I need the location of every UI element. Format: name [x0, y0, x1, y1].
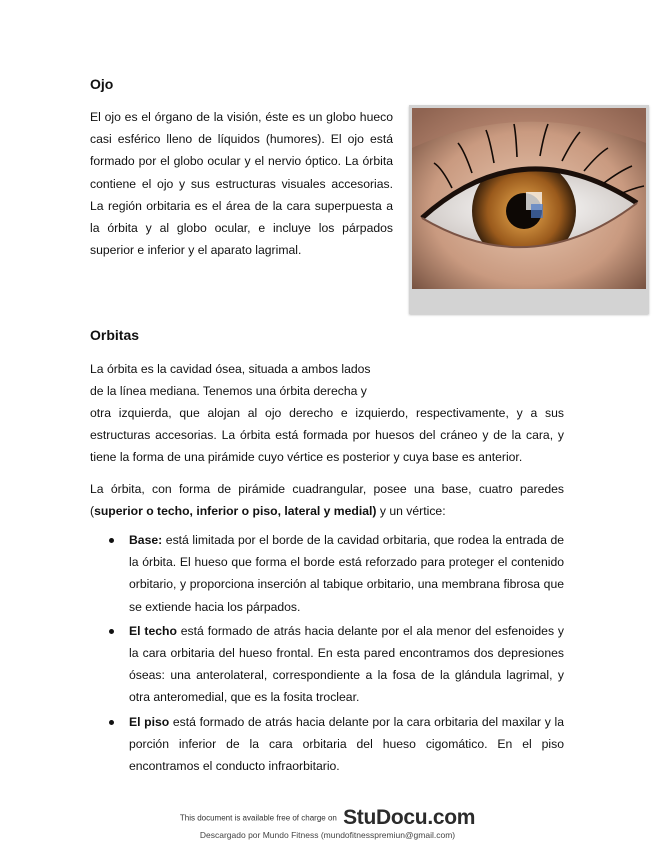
- bullet-term: Base:: [129, 533, 163, 547]
- bullet-term: El techo: [129, 623, 177, 638]
- eye-paragraph: El ojo es el órgano de la visión, éste es un globo hueco casi esférico lleno de líquidos (humores). El ojo está formado por el globo ocular y el nervio óptico. La órbita contiene el ojo y sus estructuras visuales accesorias. La región orbitaria es el área de la cara superpuesta a la órbita y al globo ocular, e incluye los párpados superior e inferior y el aparato lagrimal.: [90, 110, 393, 258]
- studocu-logo[interactable]: [343, 806, 475, 829]
- list-item-floor: [90, 711, 564, 778]
- eye-photo: [412, 108, 646, 289]
- bullet-icon: [109, 629, 114, 634]
- bullet-icon: [109, 538, 114, 543]
- brand-domain: .com: [427, 806, 476, 829]
- orbit-intro-paragraph: otra izquierda, que alojan al ojo derecho e izquierdo, respectivamente, y a sus estructuras accesorias. La órbita está formada por huesos del cráneo y de la cara, y tiene la forma de una pirámide cuyo vértice es posterior y cuya base es anterior.: [90, 406, 564, 465]
- orbit-shape-paragraph: [90, 478, 564, 522]
- orbit-shape-text-start: La órbita, con forma de pirámide cuadrangular, posee una base, cuatro paredes (: [90, 482, 564, 519]
- list-item-base: [90, 529, 564, 618]
- bullet-text: está formado de atrás hacia delante por el ala menor del esfenoides y la cara orbitaria del hueso frontal. En esta pared encontramos dos depresiones óseas: una anterolateral, correspondiente a la fosa de la glándula lagrimal, y otra anteromedial, que es la fosita troclear.: [129, 623, 564, 705]
- bullet-icon: [109, 720, 114, 725]
- section-title-eye: Ojo: [90, 76, 114, 92]
- bullet-term: El piso: [129, 714, 170, 729]
- list-item-roof: [90, 620, 564, 709]
- brand-name: StuDocu: [343, 806, 428, 829]
- eye-photo-frame: [409, 105, 649, 314]
- orbit-intro-line-1: La órbita es la cavidad ósea, situada a ambos lados: [90, 362, 371, 376]
- bullet-text: está limitada por el borde de la cavidad orbitaria, que rodea la entrada de la órbita. El hueso que forma el borde está reforzado para proteger el contenido orbitario, y proporciona inserción al tabique orbitario, una membrana fibrosa que se extiende hacia los párpados.: [129, 533, 564, 614]
- bullet-text: está formado de atrás hacia delante por la cara orbitaria del maxilar y la porción inferior de la cara orbitaria del hueso cigomático. En el piso encontramos el conducto infraorbitario.: [129, 714, 564, 774]
- eye-illustration: [412, 108, 646, 289]
- orbit-shape-text-end: y un vértice:: [376, 504, 446, 519]
- orbit-walls-bold: superior o techo, inferior o piso, lateral y medial): [94, 504, 377, 519]
- availability-text: This document is available free of charge on: [179, 813, 337, 823]
- orbit-walls-list: [90, 529, 564, 779]
- footer-download-note: Descargado por Mundo Fitness (mundofitnesspremiun@gmail.com): [199, 830, 456, 840]
- footer-availability: [0, 806, 655, 830]
- orbit-intro-line-2: de la línea mediana. Tenemos una órbita derecha y: [90, 384, 367, 398]
- section-title-orbits: Orbitas: [90, 327, 140, 343]
